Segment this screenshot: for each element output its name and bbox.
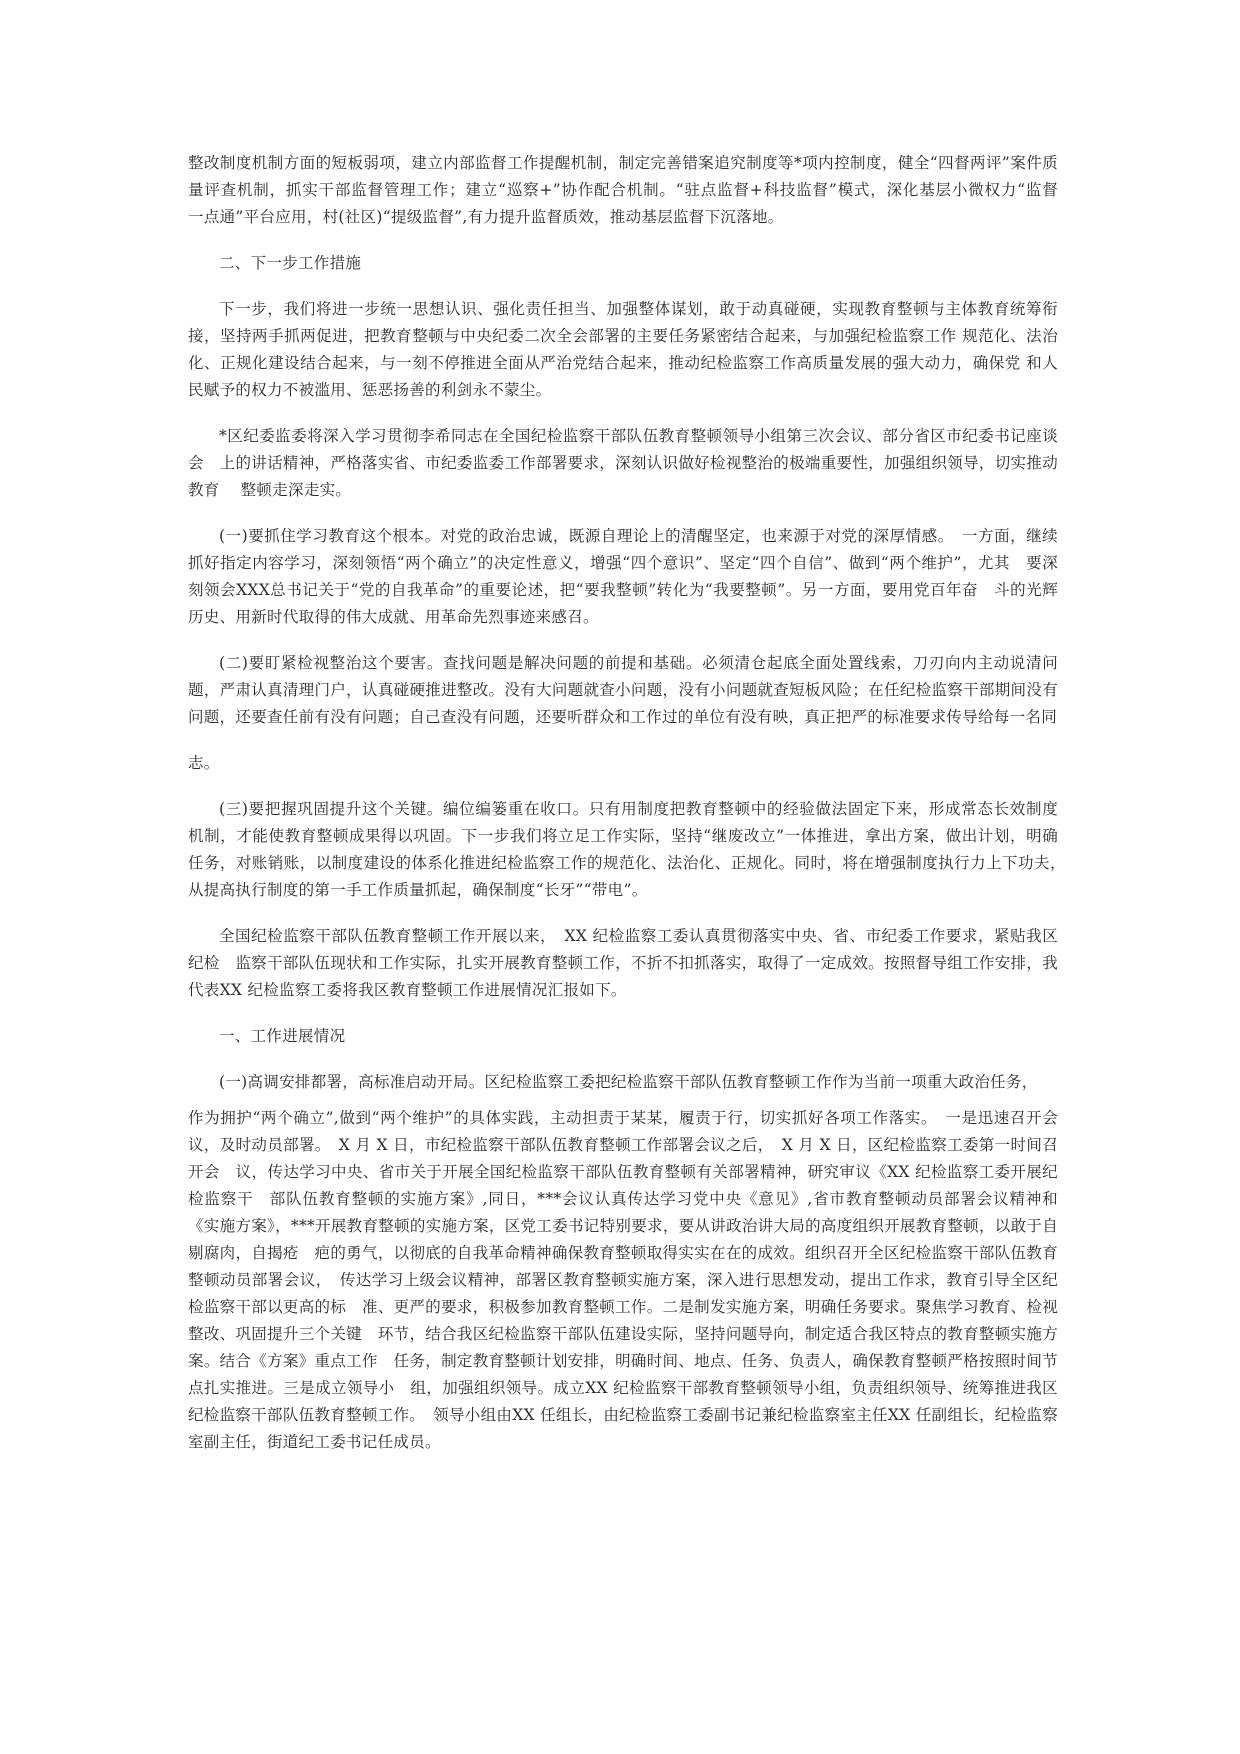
paragraph-3: 下一步，我们将进一步统一思想认识、强化责任担当、加强整体谋划，敢于动真碰硬，实现教育整顿与主体教育统筹衔接，坚持两手抓两促进，把教育整顿与中央纪委二次全会部署的主要任务紧密结合起来，与加强纪检监察工作 规范化、法治化、正规化建设结合起来，与一刻不停推进全面从严治党结合起来，推动纪检监察工作高质量发展的强大动力，确保党 和人民赋予的权力不被滥用、惩恶扬善的利剑永不蒙尘。 — [188, 300, 1058, 399]
paragraph-1: 整改制度机制方面的短板弱项，建立内部监督工作提醒机制，制定完善错案追究制度等*项内控制度，健全“四督两评”案件质 量评查机制，抓实干部监督管理工作；建立“巡察+”协作配合机制。“驻点监督+科技监督”模式，深化基层小微权力“监督 一点通”平台应用，村(社区)“提级监督”,有力提升监督质效，推动基层监督下沉落地。 — [188, 154, 1074, 226]
paragraph-6: (二)要盯紧检视整治这个要害。查找问题是解决问题的前提和基础。必须清仓起底全面处置线索，刀刃向内主动说清问 题，严肃认真清理门户，认真碰硬推进整改。没有大问题就查小问题，没有小问题就查短板风险；在任纪检监察干部期间没有 问题，还要查任前有没有问题；自己查没有问题，还要听群众和工作过的单位有没有映，真正把严的标准要求传导给每一名同 — [188, 654, 1074, 726]
paragraph-8: (三)要把握巩固提升这个关键。编位编篓重在收口。只有用制度把教育整顿中的经验做法固定下来，形成常态长效制度 机制，才能使教育整顿成果得以巩固。下一步我们将立足工作实际，坚持“继废改立”一体推进，拿出方案，做出计划，明确 任务，对账销账，以制度建设的体系化推进纪检监察工作的规范化、法治化、正规化。同时，将在增强制度执行力上下功夫， 从提高执行制度的第一手工作质量抓起，确保制度“长牙”“带电”。 — [188, 800, 1074, 899]
section-heading-progress: 一、工作进展情况 — [219, 1027, 346, 1045]
document-page — [188, 150, 1074, 1475]
paragraph-12: 作为拥护“两个确立”,做到“两个维护”的具体实践，主动担责于某某，履责于行，切实抓好各项工作落实。 一是迅速召开会议，及时动员部署。 X 月 X 日，市纪检监察干部队伍教育整顿工作部署会议之后， X 月 X 日，区纪检监察工委第一时间召开会 议，传达学习中央、省市关于开展全国纪检监察干部队伍教育整顿有关部署精神，研究审议《XX 纪检监察工委开展纪检监察干 部队伍教育整顿的实施方案》,同日，***会议认真传达学习党中央《意见》,省市教育整顿动员部署会议精神和《实施方案》，***开展教育整顿的实施方案，区党工委书记特别要求，要从讲政治讲大局的高度组织开展教育整顿，以敢于自剔腐肉，自揭疮 疤的勇气，以彻底的自我革命精神确保教育整顿取得实实在在的成效。组织召开全区纪检监察干部队伍教育整顿动员部署会议， 传达学习上级会议精神，部署区教育整顿实施方案，深入进行思想发动，提出工作求，教育引导全区纪检监察干部以更高的标 准、更严的要求，积极参加教育整顿工作。二是制发实施方案，明确任务要求。聚焦学习教育、检视整改、巩固提升三个关键 环节，结合我区纪检监察干部队伍建设实际，坚持问题导向，制定适合我区特点的教育整顿实施方案。结合《方案》重点工作 任务，制定教育整顿计划安排，明确时间、地点、任务、负责人，确保教育整顿严格按照时间节点扎实推进。三是成立领导小 组，加强组织领导。成立XX 纪检监察干部教育整顿领导小组，负责组织领导、统筹推进我区纪检监察干部队伍教育整顿工作。 领导小组由XX 任组长，由纪检监察工委副书记兼纪检监察室主任XX 任副组长，纪检监察室副主任，街道纪工委书记任成员。 — [188, 1109, 1058, 1451]
paragraph-11: (一)高调安排都署，高标准启动开局。区纪检监察工委把纪检监察干部队伍教育整顿工作作为当前一项重大政治任务， — [219, 1073, 1038, 1091]
paragraph-7: 志。 — [188, 754, 220, 772]
paragraph-5: (一)要抓住学习教育这个根本。对党的政治忠诚，既源自理论上的清醒坚定，也来源于对党的深厚情感。 一方面，继续 抓好指定内容学习，深刻领悟“两个确立”的决定性意义，增强“四个意识”、坚定“四个自信”、做到“两个维护”，尤其 要深刻领会XXX总书记关于“党的自我革命”的重要论述，把“要我整顿”转化为“我要整顿”。另一方面，要用党百年奋 斗的光辉历史、用新时代取得的伟大成就、用革命先烈事迹来感召。 — [188, 527, 1074, 626]
paragraph-9: 全国纪检监察干部队伍教育整顿工作开展以来， XX 纪检监察工委认真贯彻落实中央、省、市纪委工作要求，紧贴我区纪检 监察干部队伍现状和工作实际，扎实开展教育整顿工作，不折不扣抓落实，取得了一定成效。按照督导组工作安排，我代表XX 纪检监察工委将我区教育整顿工作进展情况汇报如下。 — [188, 927, 1058, 999]
section-heading-next-steps: 二、下一步工作措施 — [219, 254, 362, 272]
paragraph-4: *区纪委监委将深入学习贯彻李希同志在全国纪检监察干部队伍教育整顿领导小组第三次会议、部分省区市纪委书记座谈会 上的讲话精神，严格落实省、市纪委监委工作部署要求，深刻认识做好检视整治的极端重要性，加强组织领导，切实推动教育 整顿走深走实。 — [188, 427, 1058, 499]
